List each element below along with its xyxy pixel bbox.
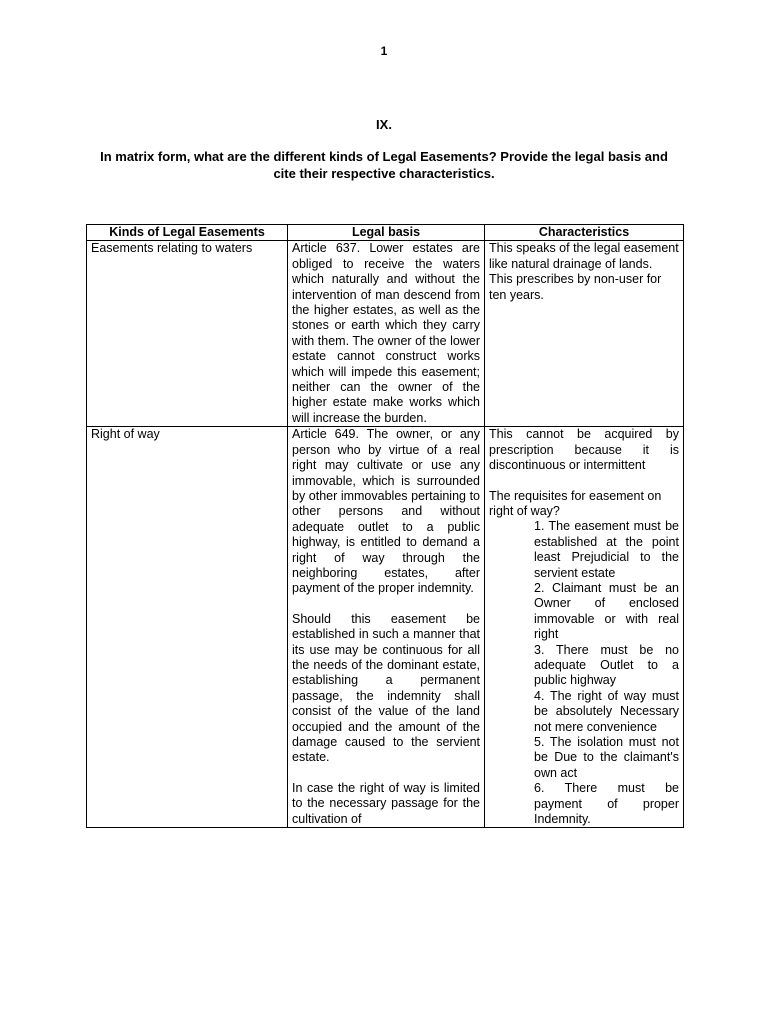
legal-basis-cell [288,241,485,427]
page-number: 1 [380,44,388,58]
kind-cell: Easements relating to waters [87,241,288,427]
kind-cell: Right of way [87,427,288,828]
easements-matrix-table [86,224,684,828]
list-item: 5. The isolation must not be Due to the claimant's own act [534,735,679,780]
legal-basis-paragraph: Article 637. Lower estates are obliged to receive the waters which naturally and without the intervention of man descend from the higher estates, as well as the stones or earth which they carry with them. The owner of the lower estate cannot construct works which will impede this easement; neither can the owner of the higher estate make works which will increase the burden. [292,241,480,425]
section-heading: IX. [376,117,392,132]
table-row [87,427,684,828]
legal-basis-paragraph: Article 649. The owner, or any person who by virtue of a real right may cultivate or use any immovable, which is surrounded by other immovables pertaining to other persons and without adequate outlet to a public highway, is entitled to demand a right of way through the neighboring estates, after payment of the proper indemnity. [292,427,480,596]
table-header-row [87,225,684,241]
list-item: 1. The easement must be established at the point least Prejudicial to the servient estate [534,519,679,580]
column-header-kinds: Kinds of Legal Easements [87,225,288,241]
column-header-legal-basis: Legal basis [288,225,485,241]
column-header-characteristics: Characteristics [485,225,684,241]
list-item: 4. The right of way must be absolutely Necessary not mere convenience [534,688,679,734]
characteristics-cell [485,427,684,828]
requisites-intro: The requisites for easement on right of way? [489,488,662,518]
list-item: 3. There must be no adequate Outlet to a public highway [534,642,679,688]
legal-basis-cell [288,427,485,828]
characteristics-cell: This speaks of the legal easement like natural drainage of lands. This prescribes by non-user for ten years. [485,241,684,427]
table-row [87,241,684,427]
list-item: 2. Claimant must be an Owner of enclosed immovable or with real right [534,580,679,642]
legal-basis-paragraph: In case the right of way is limited to the necessary passage for the cultivation of [292,780,480,826]
question-text: In matrix form, what are the different kinds of Legal Easements? Provide the legal basis and cite their respective characteristics. [100,149,668,181]
requisites-list [489,519,679,827]
list-item: 6. There must be payment of proper Indemnity. [534,781,679,827]
characteristics-intro: This cannot be acquired by prescription because it is discontinuous or intermittent [489,427,679,473]
legal-basis-paragraph: Should this easement be established in such a manner that its use may be continuous for all the needs of the dominant estate, establishing a permanent passage, the indemnity shall consist of the value of the land occupied and the amount of the damage caused to the servient estate. [292,611,480,765]
